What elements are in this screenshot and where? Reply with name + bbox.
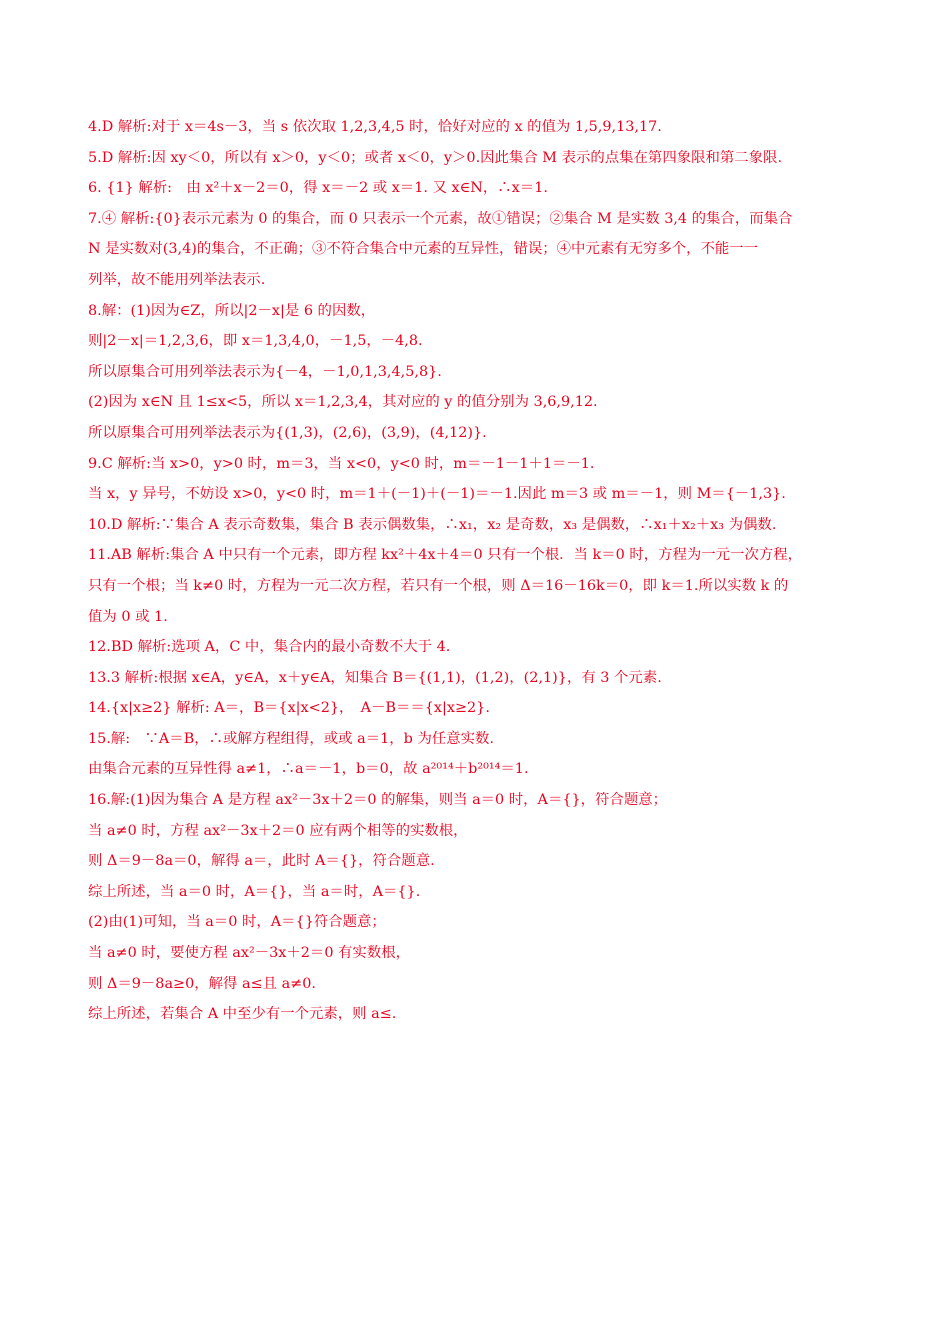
text-line: 则 Δ＝9－8a≥0，解得 a≤且 a≠0. <box>88 975 316 992</box>
text-line: 列举，故不能用列举法表示. <box>88 271 266 288</box>
text-line: 综上所述，若集合 A 中至少有一个元素，则 a≤. <box>88 1006 397 1023</box>
text-line: 所以原集合可用列举法表示为{－4，－1,0,1,3,4,5,8}. <box>88 363 442 380</box>
answer-text-block <box>88 112 878 1030</box>
text-line: 16.解:(1)因为集合 A 是方程 ax²－3x＋2＝0 的解集，则当 a＝0 时，A＝{}，符合题意； <box>88 792 667 809</box>
text-line: 则|2－x|＝1,2,3,6，即 x＝1,3,4,0，－1,5，－4,8. <box>88 333 423 350</box>
text-line: 14.{x|x≥2} 解析: A＝，B＝{x|x<2}， A－B＝＝{x|x≥2}. <box>88 700 490 717</box>
text-line: 则 Δ＝9－8a＝0，解得 a＝，此时 A＝{}，符合题意. <box>88 853 435 870</box>
text-line: 6. {1} 解析: 由 x²＋x－2＝0，得 x＝－2 或 x＝1. 又 x∈N，∴x＝1. <box>88 180 548 197</box>
text-line: 8.解：(1)因为∈Z，所以|2－x|是 6 的因数， <box>88 302 376 319</box>
text-line: 只有一个根；当 k≠0 时，方程为一元二次方程，若只有一个根，则 Δ＝16－16k＝0，即 k＝1.所以实数 k 的 <box>88 577 789 594</box>
text-line: 7.④ 解析:{0}表示元素为 0 的集合，而 0 只表示一个元素，故①错误；②集合 M 是实数 3,4 的集合，而集合 <box>88 210 793 227</box>
text-line: 所以原集合可用列举法表示为{(1,3)，(2,6)，(3,9)，(4,12)}. <box>88 424 487 441</box>
text-line: 11.AB 解析:集合 A 中只有一个元素，即方程 kx²＋4x＋4＝0 只有一个根．当 k＝0 时，方程为一元一次方程， <box>88 547 803 564</box>
text-line: 12.BD 解析:选项 A，C 中，集合内的最小奇数不大于 4. <box>88 639 451 656</box>
text-line: 13.3 解析:根据 x∈A，y∈A，x＋y∈A，知集合 B＝{(1,1)，(1,2)，(2,1)}，有 3 个元素. <box>88 669 662 686</box>
text-line: 10.D 解析:∵集合 A 表示奇数集，集合 B 表示偶数集，∴x₁，x₂ 是奇数，x₃ 是偶数，∴x₁＋x₂＋x₃ 为偶数. <box>88 516 777 533</box>
text-line: 9.C 解析:当 x>0，y>0 时，m＝3，当 x<0，y<0 时，m＝－1－1＋1＝－1. <box>88 455 595 472</box>
text-line: 5.D 解析:因 xy＜0，所以有 x＞0，y＜0；或者 x＜0，y＞0.因此集合 M 表示的点集在第四象限和第二象限. <box>88 149 783 166</box>
text-line: 当 x，y 异号，不妨设 x>0，y<0 时，m＝1＋(－1)＋(－1)＝－1.因此 m＝3 或 m＝－1，则 M＝{－1,3}. <box>88 486 786 503</box>
text-line: (2)由(1)可知，当 a＝0 时，A＝{}符合题意； <box>88 914 386 931</box>
text-line: 当 a≠0 时，方程 ax²－3x＋2＝0 应有两个相等的实数根， <box>88 822 468 839</box>
text-line: 15.解: ∵A＝B，∴或解方程组得，或或 a＝1，b 为任意实数. <box>88 730 494 747</box>
text-line: 综上所述，当 a＝0 时，A＝{}，当 a＝时，A＝{}. <box>88 883 421 900</box>
text-line: 当 a≠0 时，要使方程 ax²－3x＋2＝0 有实数根， <box>88 945 410 962</box>
text-line: 由集合元素的互异性得 a≠1，∴a＝－1，b＝0，故 a²⁰¹⁴＋b²⁰¹⁴＝1. <box>88 761 529 778</box>
text-line: (2)因为 x∈N 且 1≤x<5，所以 x＝1,2,3,4，其对应的 y 的值分别为 3,6,9,12. <box>88 394 598 411</box>
text-line: 4.D 解析:对于 x＝4s－3，当 s 依次取 1,2,3,4,5 时，恰好对应的 x 的值为 1,5,9,13,17. <box>88 119 662 135</box>
text-line: N 是实数对(3,4)的集合，不正确；③不符合集合中元素的互异性，错误；④中元素有无穷多个，不能一一 <box>88 241 759 258</box>
text-line: 值为 0 或 1. <box>88 608 168 625</box>
